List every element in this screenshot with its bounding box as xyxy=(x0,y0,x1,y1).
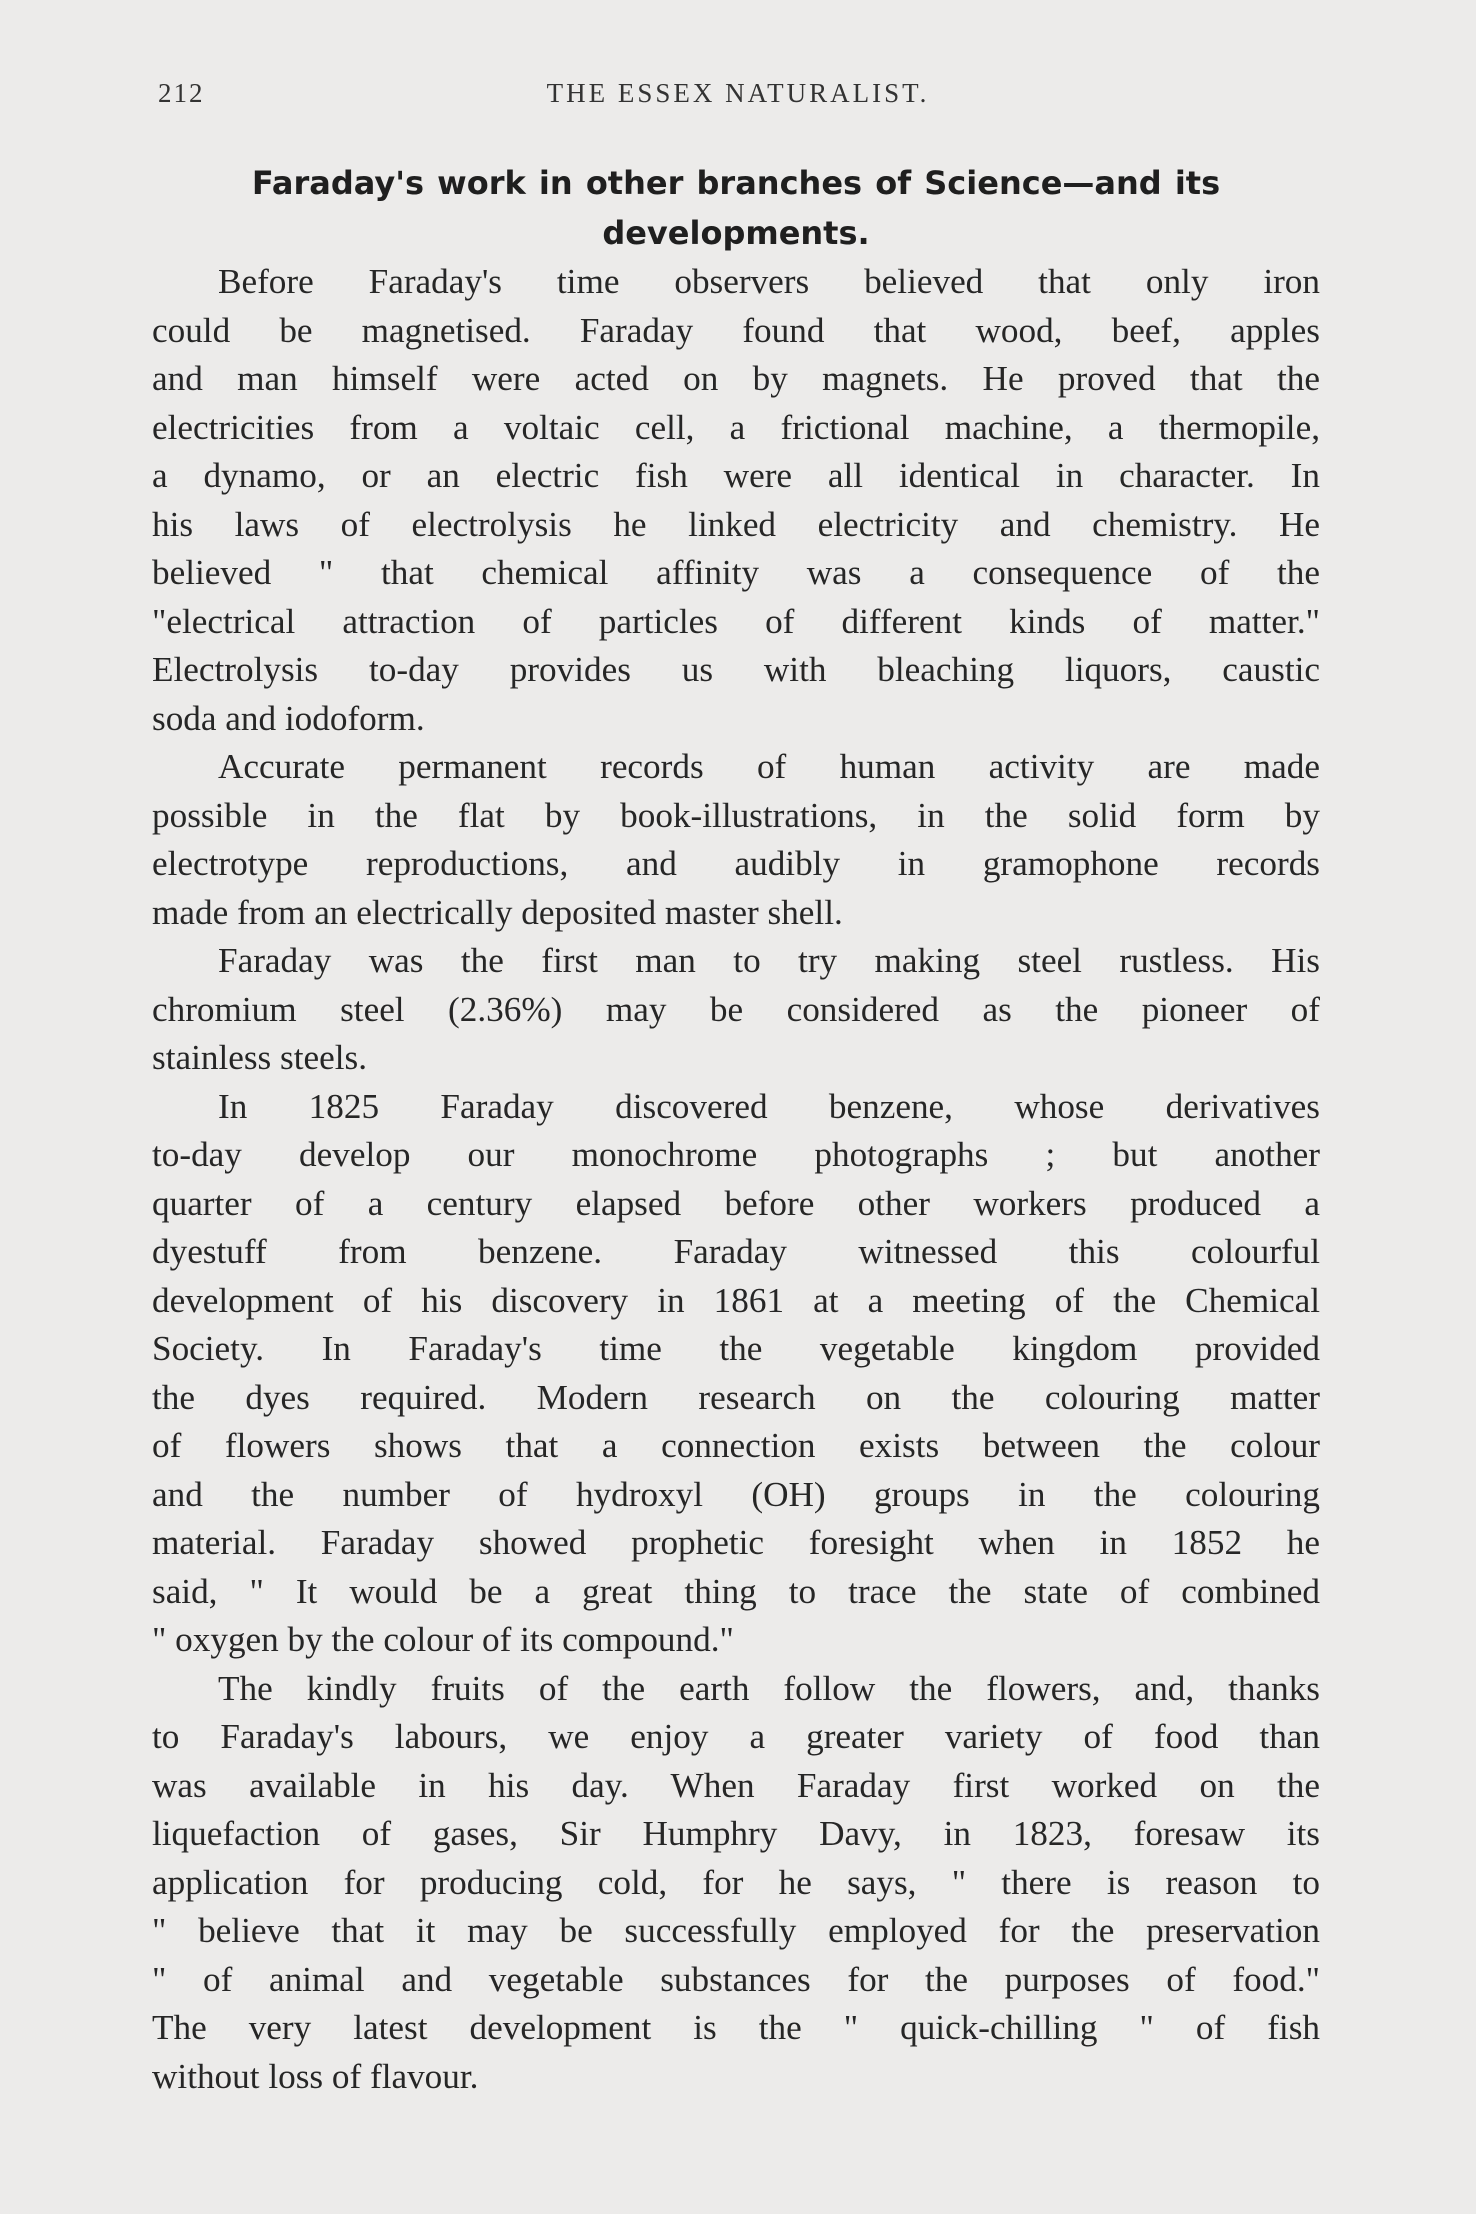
page-number: 212 xyxy=(158,78,205,108)
text-line: liquefaction of gases, Sir Humphry Davy, in 1823, foresaw its xyxy=(152,1814,1320,1853)
text-line: Society. In Faraday's time the vegetable kingdom provided xyxy=(152,1329,1320,1368)
text-line: made from an electrically deposited master shell. xyxy=(152,892,843,932)
text-line: said, " It would be a great thing to trace the state of combined xyxy=(152,1571,1320,1611)
text-line: "electrical attraction of particles of different kinds of matter." xyxy=(152,601,1320,641)
text-line: The very latest development is the " quick-chilling " of fish xyxy=(152,2008,1320,2047)
running-title: THE ESSEX NATURALIST. xyxy=(546,78,930,108)
text-line: and the number of hydroxyl (OH) groups in the colouring xyxy=(152,1474,1320,1514)
text-line: of flowers shows that a connection exists between the colour xyxy=(152,1426,1320,1465)
text-line: without loss of flavour. xyxy=(152,2056,479,2096)
article-title-line: developments. xyxy=(602,214,870,252)
paragraph-magnetism-electrolysis xyxy=(152,258,1320,743)
paragraph-benzene-dyes xyxy=(152,1083,1320,1665)
text-line: dyestuff from benzene. Faraday witnessed this colourful xyxy=(152,1232,1320,1271)
text-line: and man himself were acted on by magnets. He proved that the xyxy=(152,359,1320,398)
text-line: Before Faraday's time observers believed that only iron xyxy=(218,262,1320,301)
paragraph-permanent-records xyxy=(152,743,1320,937)
text-line: to-day develop our monochrome photographs ; but another xyxy=(152,1135,1320,1174)
text-line: believed " that chemical affinity was a consequence of the xyxy=(152,553,1320,592)
text-line: a dynamo, or an electric fish were all identical in character. In xyxy=(152,456,1320,495)
text-line: stainless steels. xyxy=(152,1038,368,1077)
text-line: the dyes required. Modern research on the colouring matter xyxy=(152,1377,1320,1417)
text-line: Electrolysis to-day provides us with bleaching liquors, caustic xyxy=(152,650,1320,689)
article xyxy=(152,158,1320,2101)
text-line: " of animal and vegetable substances for the purposes of food." xyxy=(152,1959,1320,1999)
paragraph-food-preservation xyxy=(152,1665,1320,2102)
text-line: was available in his day. When Faraday first worked on the xyxy=(152,1765,1320,1805)
text-line: to Faraday's labours, we enjoy a greater variety of food than xyxy=(152,1717,1320,1756)
text-line: chromium steel (2.36%) may be considered as the pioneer of xyxy=(152,989,1320,1029)
text-line: quarter of a century elapsed before other workers produced a xyxy=(152,1183,1320,1223)
paragraph-stainless-steel xyxy=(152,937,1320,1083)
text-line: material. Faraday showed prophetic foresight when in 1852 he xyxy=(152,1523,1320,1562)
text-line: his laws of electrolysis he linked electricity and chemistry. He xyxy=(152,504,1320,544)
text-line: application for producing cold, for he says, " there is reason to xyxy=(152,1862,1320,1902)
page-header xyxy=(158,78,1318,118)
text-line: In 1825 Faraday discovered benzene, whose derivatives xyxy=(218,1086,1320,1126)
article-title xyxy=(152,158,1320,258)
text-line: could be magnetised. Faraday found that wood, beef, apples xyxy=(152,310,1320,350)
text-line: The kindly fruits of the earth follow the flowers, and, thanks xyxy=(218,1668,1320,1708)
text-line: electrotype reproductions, and audibly in gramophone records xyxy=(152,844,1320,883)
text-line: " oxygen by the colour of its compound." xyxy=(152,1620,734,1659)
text-line: soda and iodoform. xyxy=(152,698,425,738)
article-title-line: Faraday's work in other branches of Science—and its xyxy=(251,164,1221,202)
text-line: development of his discovery in 1861 at a meeting of the Chemical xyxy=(152,1280,1320,1320)
text-line: Faraday was the first man to try making steel rustless. His xyxy=(218,941,1320,980)
text-line: possible in the flat by book-illustrations, in the solid form by xyxy=(152,795,1320,835)
text-line: Accurate permanent records of human activity are made xyxy=(218,747,1320,786)
text-line: " believe that it may be successfully employed for the preservation xyxy=(152,1911,1320,1950)
text-line: electricities from a voltaic cell, a frictional machine, a thermopile, xyxy=(152,407,1320,447)
